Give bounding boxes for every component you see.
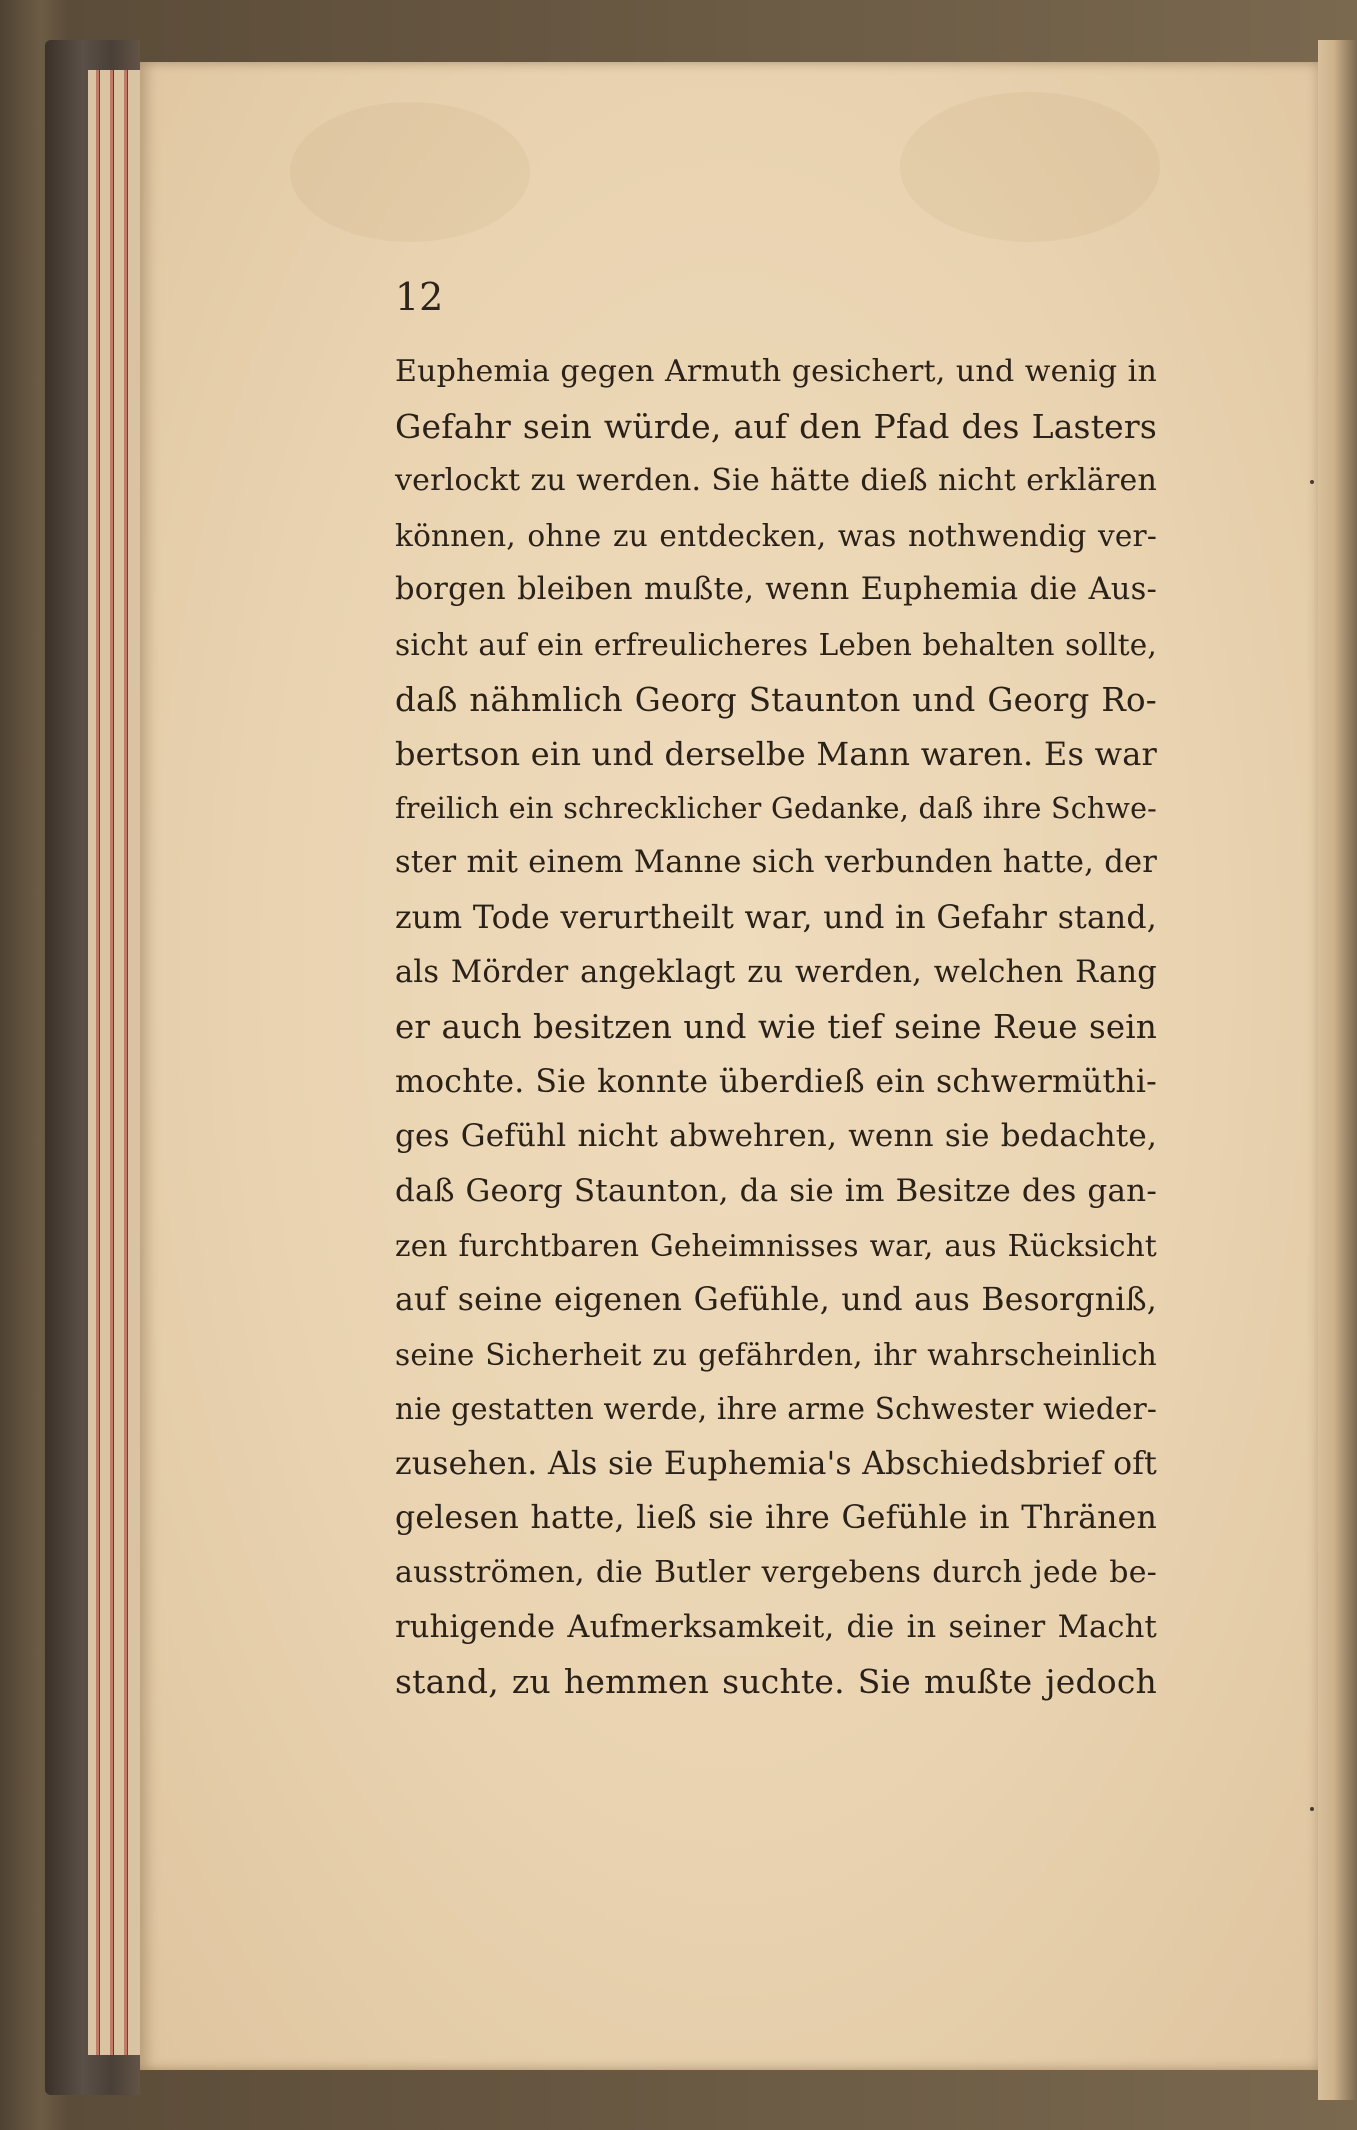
text-line: er auch besitzen und wie tief seine Reue sein	[395, 1008, 1157, 1047]
red-page-edge	[96, 70, 99, 2055]
page-edges	[100, 70, 110, 2055]
page-edges	[88, 70, 96, 2055]
text-line: seine Sicherheit zu gefährden, ihr wahrscheinlich	[395, 1337, 1157, 1372]
body-text	[395, 345, 1157, 1710]
paper-stain	[290, 102, 530, 242]
text-line: borgen bleiben mußte, wenn Euphemia die Aus-	[395, 572, 1157, 608]
next-page-edge	[1318, 40, 1357, 2100]
text-line: bertson ein und derselbe Mann waren. Es war	[395, 735, 1157, 774]
text-line: zum Tode verurtheilt war, und in Gefahr stand,	[395, 899, 1157, 936]
text-line: ruhigende Aufmerksamkeit, die in seiner Macht	[395, 1609, 1157, 1645]
text-line: zusehen. Als sie Euphemia's Abschiedsbrief oft	[395, 1445, 1157, 1482]
paper-speck	[1310, 1807, 1314, 1811]
text-line: daß nähmlich Georg Staunton und Georg Ro-	[395, 680, 1157, 719]
red-page-edge	[124, 70, 127, 2055]
text-line: nie gestatten werde, ihre arme Schwester wieder-	[395, 1392, 1158, 1427]
text-line: stand, zu hemmen suchte. Sie mußte jedoch	[395, 1662, 1157, 1702]
page-number: 12	[395, 275, 444, 319]
text-line: Gefahr sein würde, auf den Pfad des Lasters	[395, 406, 1157, 446]
text-line: zen furchtbaren Geheimnisses war, aus Rücksicht	[395, 1228, 1157, 1263]
red-page-edge	[110, 70, 113, 2055]
text-line: verlockt zu werden. Sie hätte dieß nicht erklären	[395, 463, 1157, 499]
text-line: Euphemia gegen Armuth gesichert, und wenig in	[395, 354, 1157, 389]
paper-speck	[1310, 480, 1314, 484]
text-line: ausströmen, die Butler vergebens durch jede be-	[395, 1555, 1157, 1591]
text-line: können, ohne zu entdecken, was nothwendig ver-	[395, 518, 1157, 553]
page-edges	[114, 70, 124, 2055]
page-edges	[128, 70, 140, 2055]
text-line: ster mit einem Manne sich verbunden hatte, der	[395, 845, 1157, 881]
text-line: mochte. Sie konnte überdieß ein schwermüthi-	[395, 1063, 1157, 1100]
text-line: daß Georg Staunton, da sie im Besitze des gan-	[395, 1172, 1157, 1209]
text-line: als Mörder angeklagt zu werden, welchen Rang	[395, 954, 1157, 990]
text-line: ges Gefühl nicht abwehren, wenn sie bedachte,	[395, 1118, 1157, 1155]
paper-stain	[900, 92, 1160, 242]
text-line: sicht auf ein erfreulicheres Leben behalten sollte,	[395, 627, 1157, 662]
text-line: auf seine eigenen Gefühle, und aus Besorgniß,	[395, 1282, 1157, 1319]
text-line: freilich ein schrecklicher Gedanke, daß ihre Schwe-	[395, 791, 1157, 825]
text-line: gelesen hatte, ließ sie ihre Gefühle in Thränen	[395, 1500, 1157, 1537]
